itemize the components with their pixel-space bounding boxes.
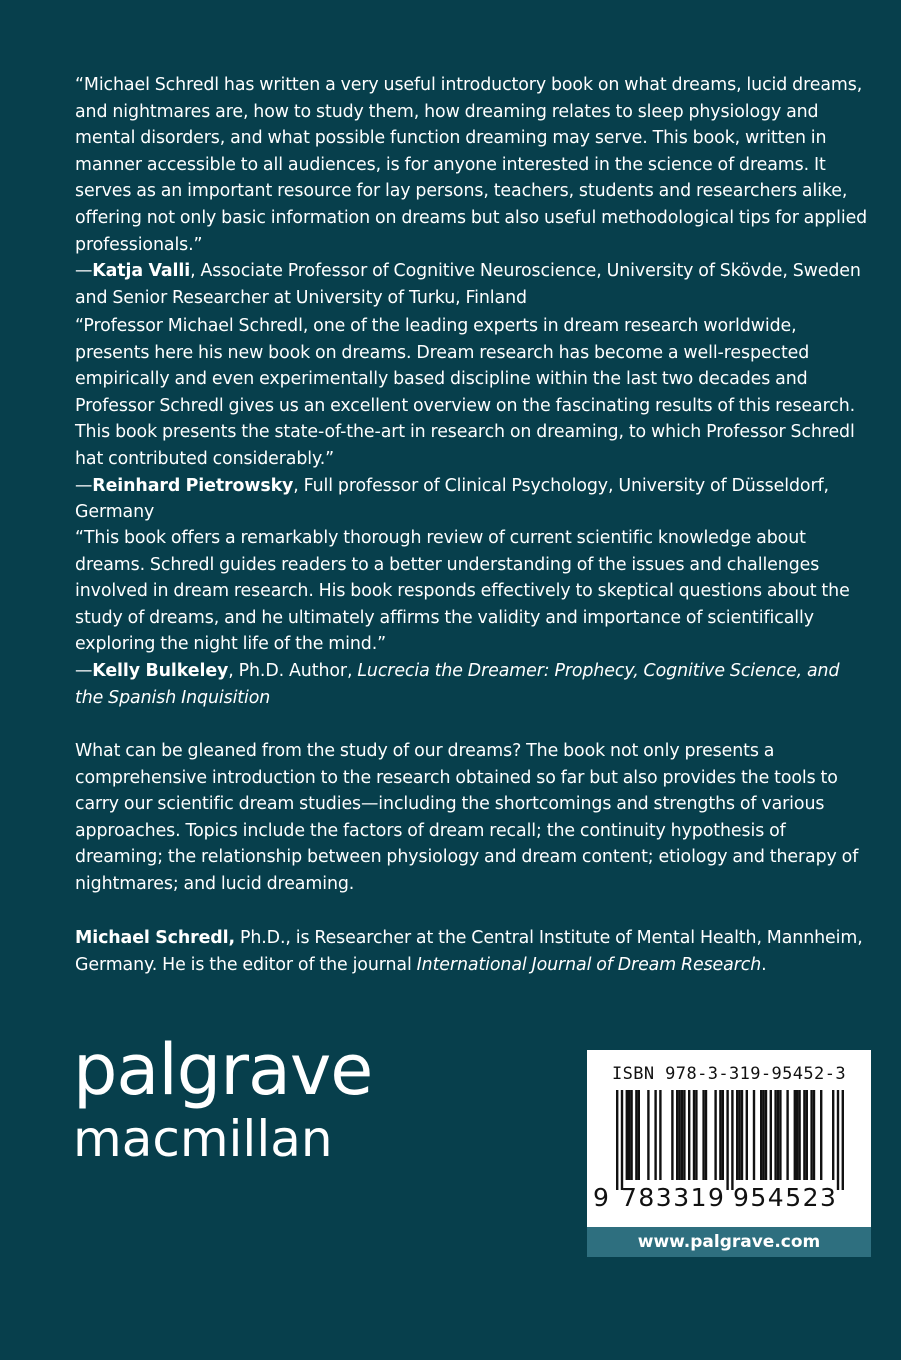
barcode-bar (714, 1090, 716, 1180)
quote-affiliation: , Full professor of Clinical Psychology, University of Düsseldorf, Germany (75, 475, 829, 523)
barcode-bar (810, 1090, 812, 1180)
publisher-logo (73, 1030, 372, 1168)
barcode-bar (837, 1090, 839, 1190)
barcode-bar (693, 1090, 695, 1180)
barcode-bar (786, 1090, 788, 1180)
barcode-bar (638, 1090, 640, 1180)
barcode-panel (587, 1050, 871, 1227)
barcode-bar (681, 1090, 683, 1180)
barcode-bar (688, 1090, 690, 1180)
barcode-bar (671, 1090, 673, 1180)
endorsement-valli (75, 72, 870, 311)
barcode-bar (731, 1090, 733, 1190)
barcode-bar (777, 1090, 779, 1180)
barcode-bar (719, 1090, 721, 1180)
quote-dash: — (75, 475, 93, 496)
bio-text: Ph.D., is Researcher at the Central Institute of Mental Health, Mannheim, Germany. He is the editor of the journal (75, 928, 863, 975)
book-description (75, 738, 870, 898)
barcode-bar (779, 1090, 781, 1180)
barcode-bar (654, 1090, 656, 1180)
barcode-bar (702, 1090, 704, 1180)
barcode-bar (813, 1090, 815, 1180)
bio-end: . (761, 954, 767, 975)
barcode-bar (678, 1090, 680, 1180)
quote-text: “This book offers a remarkably thorough review of current scientific knowledge about dreams. Schredl guides readers to a better understanding of the issues and challenges involved in dream research. His book responds effectively to skeptical questions about the study of dreams, and he ultimately affirms the validity and importance of scientifically exploring the night life of the mind.” (75, 528, 850, 655)
logo-line-palgrave: palgrave (73, 1029, 373, 1111)
barcode-bar (832, 1090, 834, 1180)
bio-journal: International Journal of Dream Research (416, 954, 762, 975)
logo-line-macmillan: macmillan (73, 1110, 333, 1168)
barcode-bar (621, 1090, 623, 1190)
barcode-bar (798, 1090, 800, 1180)
quote-affiliation: , Ph.D. Author, (228, 660, 358, 681)
barcode-bar (760, 1090, 762, 1180)
quote-dash: — (75, 660, 93, 681)
barcode-bar (765, 1090, 767, 1180)
barcode-bar (722, 1090, 724, 1180)
barcode-bar (803, 1090, 805, 1180)
quote-book-title: Lucrecia the Dreamer: Prophecy, Cognitive Science, and the Spanish Inquisition (75, 660, 840, 708)
barcode-bar (616, 1090, 618, 1190)
barcode-bar (705, 1090, 707, 1180)
barcode-bar (676, 1090, 678, 1180)
barcode-bar (626, 1090, 628, 1180)
quote-author: Katja Valli (92, 261, 191, 282)
barcode-bar (695, 1090, 697, 1180)
quote-author: Reinhard Pietrowsky (92, 475, 294, 496)
barcode-bar (628, 1090, 630, 1180)
barcode-bar (753, 1090, 755, 1180)
quote-text: “Professor Michael Schredl, one of the leading experts in dream research worldwide, presents here his new book on dreams. Dream research has become a well-respected empirically and even experimentally based discipline within the last two decades and Professor Schredl gives us an excellent overview on the fascinating results of this research. This book presents the state-of-the-art in research on dreaming, to which Professor Schredl hat contributed considerably.” (75, 316, 856, 469)
barcode-bar (806, 1090, 808, 1180)
barcode-bar (741, 1090, 743, 1180)
barcode-bar (683, 1090, 685, 1180)
barcode-bar (762, 1090, 764, 1180)
endorsement-pietrowsky (75, 313, 870, 526)
barcode-bar (630, 1090, 632, 1180)
barcode-bar (774, 1090, 776, 1180)
barcode-bar (659, 1090, 661, 1180)
barcode-bar (820, 1090, 822, 1180)
publisher-website[interactable]: www.palgrave.com (587, 1227, 871, 1257)
barcode-bar (738, 1090, 740, 1180)
barcode-digits-left: 783319 (621, 1183, 726, 1212)
barcode-bar (736, 1090, 738, 1180)
barcode-bars (587, 1090, 871, 1190)
isbn-label: ISBN 978-3-319-95452-3 (612, 1064, 846, 1084)
quote-affiliation: , Associate Professor of Cognitive Neuroscience, University of Skövde, Sweden and Senior Researcher at University of Turku, Finland (75, 261, 861, 308)
barcode-bar (796, 1090, 798, 1180)
bio-name: Michael Schredl, (75, 928, 236, 948)
quote-author: Kelly Bulkeley (92, 660, 229, 681)
barcode-digit-lead: 9 (593, 1183, 611, 1212)
barcode-bar (746, 1090, 748, 1180)
barcode-bar (770, 1090, 772, 1180)
barcode-bar (842, 1090, 844, 1190)
barcode-bar (647, 1090, 649, 1180)
author-bio (75, 925, 870, 978)
barcode-digits (587, 1183, 871, 1213)
barcode-bar (726, 1090, 728, 1190)
description-text: What can be gleaned from the study of our dreams? The book not only presents a comprehensive introduction to the research obtained so far but also provides the tools to carry our scientific dream studies—including the shortcomings and strengths of various approaches. Topics include the factors of dream recall; the continuity hypothesis of dreaming; the relationship between physiology and dream content; etiology and therapy of nightmares; and lucid dreaming. (75, 741, 859, 894)
quote-text: “Michael Schredl has written a very useful introductory book on what dreams, lucid dreams, and nightmares are, how to study them, how dreaming relates to sleep physiology and mental disorders, and what possible function dreaming may serve. This book, written in manner accessible to all audiences, is for anyone interested in the science of dreams. It serves as an important resource for lay persons, teachers, students and researchers alike, offering not only basic information on dreams but also useful methodological tips for applied professionals.” (75, 75, 868, 255)
barcode-bar (794, 1090, 796, 1180)
barcode-digits-right: 954523 (733, 1183, 838, 1212)
endorsement-bulkeley (75, 525, 870, 711)
barcode-bar (635, 1090, 637, 1180)
quote-dash: — (75, 261, 93, 282)
